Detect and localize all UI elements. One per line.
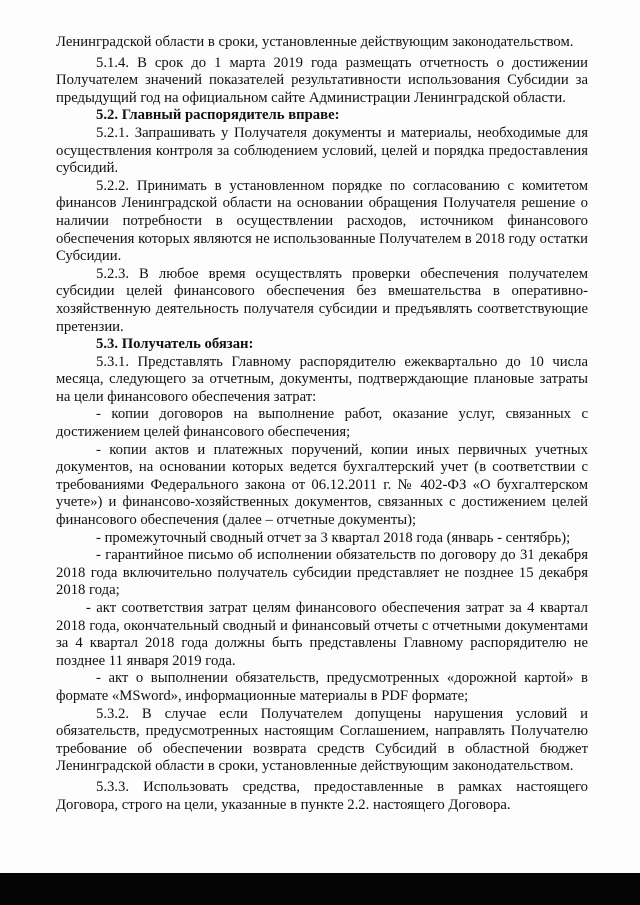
paragraph-5-3-3: 5.3.3. Использовать средства, предоставленные в рамках настоящего Договора, строго на цели, указанные в пункте 2.2. настоящего Договора. [56,778,588,813]
paragraph-5-2-1: 5.2.1. Запрашивать у Получателя документы и материалы, необходимые для осуществления контроля за соблюдением условий, целей и порядка предоставления субсидий. [56,124,588,177]
paragraph-5-2-3: 5.2.3. В любое время осуществлять проверки обеспечения получателем субсидии целей финансового обеспечения без вмешательства в оперативно-хозяйственную деятельность получателя субсидии и предъявлять соответствующие претензии. [56,265,588,335]
heading-5-2: 5.2. Главный распорядитель вправе: [96,107,340,124]
paragraph-5-3-1: 5.3.1. Представлять Главному распорядителю ежеквартально до 10 числа месяца, следующего за отчетным, документы, подтверждающие плановые затраты на цели финансового обеспечения затрат: [56,353,588,405]
list-item-roadmap-act: - акт о выполнении обязательств, предусмотренных «дорожной картой» в формате «MSword», информационные материалы в PDF формате; [56,670,588,704]
paragraph-5-3-2: 5.3.2. В случае если Получателем допущены нарушения условий и обязательств, предусмотренных настоящим Соглашением, направлять Получателю требование об обеспечении возврата средств Субсидий в областной бюджет Ленинградской области в сроки, установленные действующим законодательством. [56,705,588,775]
list-item-acts: - копии актов и платежных поручений, копии иных первичных учетных документов, на основании которых ведется бухгалтерский учет (в соответствии с требованиями Федерального закона от 06.12.2011 г. № 402-ФЗ «О бухгалтерском учете») и финансово-хозяйственных документов, связанных с достижением целей финансового обеспечения (далее – отчетные документы); [56,441,588,529]
list-item-compliance-act: - акт соответствия затрат целям финансового обеспечения затрат за 4 квартал 2018 года, окончательный сводный и финансовый отчеты с отчетными документами за 4 квартал 2018 года должны быть представлены Главному распорядителю не позднее 11 января 2019 года. [56,600,588,669]
list-item-contracts: - копии договоров на выполнение работ, оказание услуг, связанных с достижением целей финансового обеспечения; [56,406,588,441]
document-text [56,34,588,814]
paragraph-continuation: Ленинградской области в сроки, установленные действующим законодательством. [56,34,574,50]
list-item-interim-report: - промежуточный сводный отчет за 3 квартал 2018 года (январь - сентябрь); [96,529,571,546]
paragraph-5-1-4: 5.1.4. В срок до 1 марта 2019 года размещать отчетность о достижении Получателем значений показателей результативности использования Субсидии за предыдущий год на официальном сайте Администрации Ленинградской области. [56,54,588,106]
scan-bottom-border [0,873,640,905]
list-item-guarantee-letter: - гарантийное письмо об исполнении обязательств по договору до 31 декабря 2018 года включительно получатель субсидии представляет не позднее 15 декабря 2018 года; [56,547,588,599]
paragraph-5-2-2: 5.2.2. Принимать в установленном порядке по согласованию с комитетом финансов Ленинградской области на основании обращения Получателя решение о наличии потребности в осуществлении расходов, источником финансового обеспечения которых являются не использованные Получателем в 2018 году остатки Субсидии. [56,177,588,265]
heading-5-3: 5.3. Получатель обязан: [96,336,254,353]
